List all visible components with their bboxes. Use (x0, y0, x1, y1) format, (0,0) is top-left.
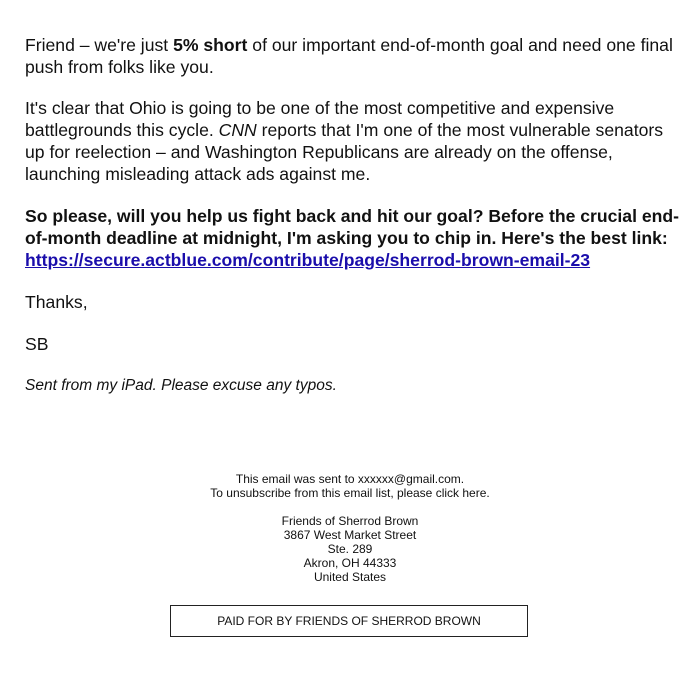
context-text-italic: CNN (218, 120, 257, 140)
address-country: United States (313, 570, 387, 584)
unsubscribe-line[interactable]: To unsubscribe from this email list, please click here. (210, 486, 490, 500)
sent-to-line: This email was sent to xxxxxx@gmail.com. (235, 472, 465, 486)
intro-paragraph (25, 34, 685, 78)
paid-for-disclaimer: PAID FOR BY FRIENDS OF SHERROD BROWN (170, 605, 528, 637)
signature: SB (25, 334, 49, 354)
address-org: Friends of Sherrod Brown (281, 514, 419, 528)
intro-text-pre: Friend – we're just (25, 35, 174, 55)
address-suite: Ste. 289 (327, 542, 373, 556)
thanks-line: Thanks, (25, 292, 88, 312)
context-text-pre: It's clear that Ohio is going to be one of the most competitive and expensive battlegrounds this cycle. (25, 98, 615, 140)
context-paragraph (25, 97, 685, 185)
email-body (25, 34, 685, 397)
email-footer (0, 472, 700, 584)
ask-text: So please, will you help us fight back and hit our goal? Before the crucial end-of-month deadline at midnight, I'm asking you to chip in. Here's the best link: (25, 206, 680, 248)
intro-text-post: of our important end-of-month goal and need one final push from folks like you. (25, 35, 673, 77)
mailing-address (0, 514, 700, 584)
address-city: Akron, OH 44333 (303, 556, 397, 570)
address-street: 3867 West Market Street (283, 528, 417, 542)
ipad-note: Sent from my iPad. Please excuse any typos. (25, 377, 337, 394)
donate-link[interactable]: https://secure.actblue.com/contribute/page/sherrod-brown-email-23 (25, 250, 591, 270)
context-text-post: reports that I'm one of the most vulnerable senators up for reelection – and Washington Republicans are already on the offense, launching misleading attack ads against me. (25, 120, 664, 184)
intro-text-bold: 5% short (173, 35, 248, 55)
ask-paragraph (25, 205, 685, 271)
